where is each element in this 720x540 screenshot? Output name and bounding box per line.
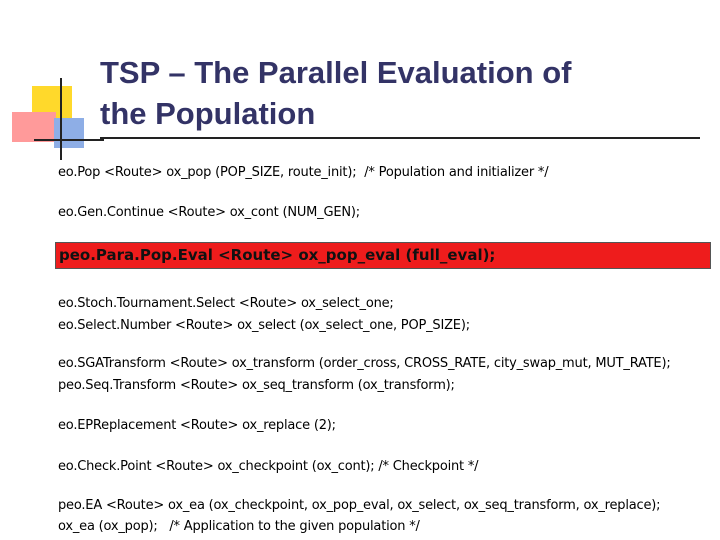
slide-title <box>100 52 700 134</box>
code-line-pop: eo.Pop <Route> ox_pop (POP_SIZE, route_init); /* Population and initializer */ <box>58 165 549 180</box>
code-line-tournament: eo.Stoch.Tournament.Select <Route> ox_select_one; <box>58 296 394 311</box>
code-line-application: ox_ea (ox_pop); /* Application to the given population */ <box>58 519 420 534</box>
logo-horizontal-line <box>34 139 104 141</box>
code-line-gen-continue: eo.Gen.Continue <Route> ox_cont (NUM_GEN); <box>58 205 360 220</box>
code-line-ea: peo.EA <Route> ox_ea (ox_checkpoint, ox_pop_eval, ox_select, ox_seq_transform, ox_replace); <box>58 498 661 513</box>
title-underline <box>100 137 700 139</box>
code-line-select-number: eo.Select.Number <Route> ox_select (ox_select_one, POP_SIZE); <box>58 318 470 333</box>
slide-title-line-1: TSP – The Parallel Evaluation of <box>100 55 572 90</box>
slide-title-line-2: the Population <box>100 96 316 131</box>
code-line-para-eval: peo.Para.Pop.Eval <Route> ox_pop_eval (full_eval); <box>59 246 496 264</box>
code-line-sga-transform: eo.SGATransform <Route> ox_transform (order_cross, CROSS_RATE, city_swap_mut, MUT_RATE); <box>58 356 671 371</box>
logo-red-square <box>12 112 56 142</box>
logo-vertical-line <box>60 78 62 160</box>
code-line-seq-transform: peo.Seq.Transform <Route> ox_seq_transform (ox_transform); <box>58 378 455 393</box>
code-line-ep-replacement: eo.EPReplacement <Route> ox_replace (2); <box>58 418 336 433</box>
logo-blue-square <box>54 118 84 148</box>
code-line-checkpoint: eo.Check.Point <Route> ox_checkpoint (ox_cont); /* Checkpoint */ <box>58 459 479 474</box>
